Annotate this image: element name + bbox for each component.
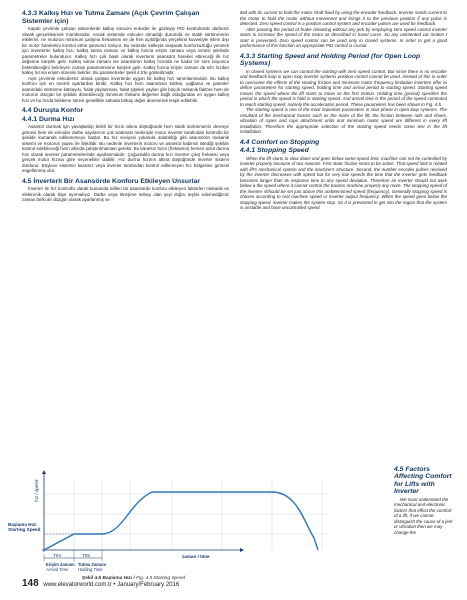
- holding-time-label-en: Holding Time: [78, 567, 103, 572]
- speed-curve: [44, 492, 318, 550]
- paragraph: Kapalı çevrimle çalışan sistemlerde kalkış sürecini enkoder ile gözleyip PID kontrolünde darbesiz olarak gerçekleşmek mümkündür. Ancak sistemde enkoder olmadığı durumda ne statik sürtünmenin etkilerini, ne motorun minimum çalışma frekansını ne de fren açıldığında yerçekimi kuvvetiyle istem dışı bir motor hareketini kontrol etme şansımız kalıyor. Bu nedenle kalkışta oluşacak konforsuzluğu yenmek için invertörler kalkış hızı, kalkış tutma zamanı ve kalkış hızına erişim zamanı veya ivmesi şeklinde parametreler bulundurur. Kalkış hızı çok basit olarak inverterin asansörü hareket ettireceği ilk hız değerine karşılık gelir. Kalkış tutma zamanı ise asansörün kalkış hızında ne kadar bir süre boyunca bekletileceğini belirleyen zaman parametresine karşılık gelir. Kalkış hızına erişim zamanı da sıfır hızdan kalkış hızına erişim süresini belirler. Bu parametreler Şekil 4.5'te gösterilmiştir.: [22, 26, 229, 76]
- footer-text: www.elevatorworld.com.tr • January/February 2016: [43, 582, 180, 588]
- figure-caption: Şekil 4.5 Başlama Hızı / Fig. 4.5 Starting Speed: [82, 576, 186, 581]
- paragraph: Açık çevrimle enkodersiz olarak çalışan inverterde uygun bir kalkış hızı tanımlanmalıdır. Bu kalkış konforu için en önemli ayarlardan biridir. Kalkış hızı hem asansörün kütlesi, yağlama ve patenler arasındaki sürtünme katsayısı, halat yaylanması, halat şişeleri yayları gibi birçok mekanik faktöre hem de motorun düzgün bir şekilde dönebileceği minimum frekans değerine bağlı olduğundan en uygun kalkış hızı ve bu hızda bekleme süresi genellikle sahada birkaç değer denenerek tespit edilebilir.: [22, 75, 229, 103]
- paragraph: The starting speed is one of the most important parameters in start phase in open loop systems. The resultant of the mechanical factors such as the mass of the lift, the friction between rails and shoes, vibration of ropes and rope attachment units and minimum motor speed are different in every lift installation. Therefore the appropriate selection of the starting speed needs some test in the lift installation.: [240, 107, 447, 135]
- english-column: [240, 10, 447, 211]
- paragraph: ited with dc current to hold the motor shaft fixed by using the encoder feedback. Inverter sends current to the motor to hold the motor without movement and brings it to the previous position if any pulse is detected. Zero speed control is a position control system and encoder pulses are used for feedback.: [240, 10, 447, 26]
- grid: [44, 480, 327, 550]
- paragraph: When the lift starts to slow down and goes below some speed limit, machine can not be controlled by inverter properly because of two reasons. First static friction starts to be active. That speed limit is related with lift's mechanical system and the machine's structure. Second, the number encoder pulses received by the inverter decreases with speed but for very low speeds the time that the inverter gets feedback becomes longer than its response time to any speed deviation. Therefore an inverter should not work below a the speed where it cannot control the traction machine properly any more. The stopping speed of the inverter shhould be set just above this undetermined speed (frequency). Generally stopping speed is chosen according to real machine speed or inverter output frequency. When the speed goes below the stopping speed, inverter makes the system stop. So it is prevented to get into the region that the system is unstable and have uncontrolled speed.: [240, 155, 447, 211]
- section-heading-4-5-en: 4.5 Factors Affecting Comfort for Lifts with Inverter: [394, 466, 452, 496]
- section-heading-4-5-tr: 4.5 İnverterli Bir Asansörde Konforu Etkileyen Unsurlar: [22, 177, 201, 185]
- paragraph: Asansör durmak için yavaşlatılıp belirli bir hızın altına düştüğünde hem statik sürtünmenin devreye girmesi hem de enkoder darbe sayılarının çok azalması nedeniyle motor inverter tarafından kontrollü bir şekilde kumanda edilememeye başlar. Bu hız seviyesi yukarıda anlatıldığı gibi asansörün mekanik sistemi ve motorun yapısı ile ilişkilidir. Bu nedenle inverterin motoru ve asansör kabinini istediği şekilde kontrol edebileceği hızın altında çalıştırılmaması gerekir. Bu kararsız hızın (frekansın) hemen üzeri durma hızı olarak inverter parametrelerinde ayarlanmalıdır. Çoğunlukla durma hızı inverter çıkış frekansı veya gerçek motor hızına göre seçenekler olabilir. Hız durma hızının altına düştüğünde inverter sistemi durdurur. Böylece sistemin kararsız veya inverter tarafından kontrol edilemeyen hız bölgesine girmesi engellenmiş olur.: [22, 124, 229, 174]
- arrival-time-label: Erişim Zamanı: [46, 562, 75, 567]
- paragraph: We must understand the mechanical and electronic factors that effect the comfort of a lift. If we cannot distinguish the cause of a jerk or vibration then we may change the: [394, 496, 453, 535]
- turkish-column: [22, 10, 229, 203]
- t05-label: T05: [82, 553, 90, 558]
- section-heading-4-3-3-en: 4.3.3 Starting Speed and Holding Period (for Open Loop Systems): [240, 52, 421, 68]
- paragraph: İnverter ile hız kontrollü olarak kumanda edilen bir asansörde konforu etkileyen faktörleri mekanik ve elektronik olarak ikiye ayırmalıyız. Darbe veya titreşime sebep olan şeyi doğru teşhis edemediğimiz zaman belki de düzgün olarak ayarlanmış ve: [22, 186, 229, 203]
- arrival-time-label-en: Arrival Time: [46, 567, 69, 572]
- section-heading-4-3-3-tr: 4.3.3 Kalkış Hızı ve Tutma Zamanı (Açık Çevrim Çalışan Sistemler için): [22, 10, 200, 25]
- speed-time-diagram: [8, 462, 394, 574]
- holding-time-label: Tutma Zamanı: [78, 562, 107, 567]
- section-heading-4-4-tr: 4.4 Duruşta Konfor: [22, 107, 84, 115]
- starting-speed-label-en: Starting Speed: [8, 527, 41, 532]
- page-number: 148: [22, 578, 39, 589]
- starting-speed-label: Başlama Hızı: [8, 522, 37, 527]
- page-footer: [22, 578, 179, 589]
- t04-label: T04: [53, 553, 61, 558]
- section-heading-4-4-1-en: 4.4.1 Stopping Speed: [240, 147, 309, 155]
- section-heading-4-4-1-tr: 4.4.1 Durma Hızı: [22, 115, 75, 123]
- side-column: [394, 466, 454, 535]
- section-heading-4-4-en: 4.4 Comfort on Stopping: [240, 138, 320, 146]
- starting-speed-figure: [8, 462, 408, 590]
- paragraph: After passing the period of brake releasing without any jerk by employing zero speed control inverter starts to increase the speed of the motor as described in travel curve. So any unintented car motion t start is prevented. Zero speed control can be used only in closed systems. In order to get a good performance of this function an appropriate PID control is crucial.: [240, 26, 447, 48]
- x-axis-label: zaman / time: [182, 554, 210, 559]
- paragraph: In closed systems we can control the starting with zero speed control. But since there is no encoder and feedback loop in open loop inverter systems position control cannot be used. Instead of this in order to overcome the effects of the starting friction and minimum motor frequency limitation inverters offer to define parameters for starting speed, holding time and arrival period to starting speed. Starting speed means the speed where the lift starts to move as the first motion. Holding time (period) specifies the period in which the speed is hold in starting speed. And arrival time is the period of the speed command to reach starting speed, namely the acceleration period. These parameters has been shown in Fig. 4.5.: [240, 68, 447, 107]
- y-axis-label: hız / speed: [34, 479, 39, 502]
